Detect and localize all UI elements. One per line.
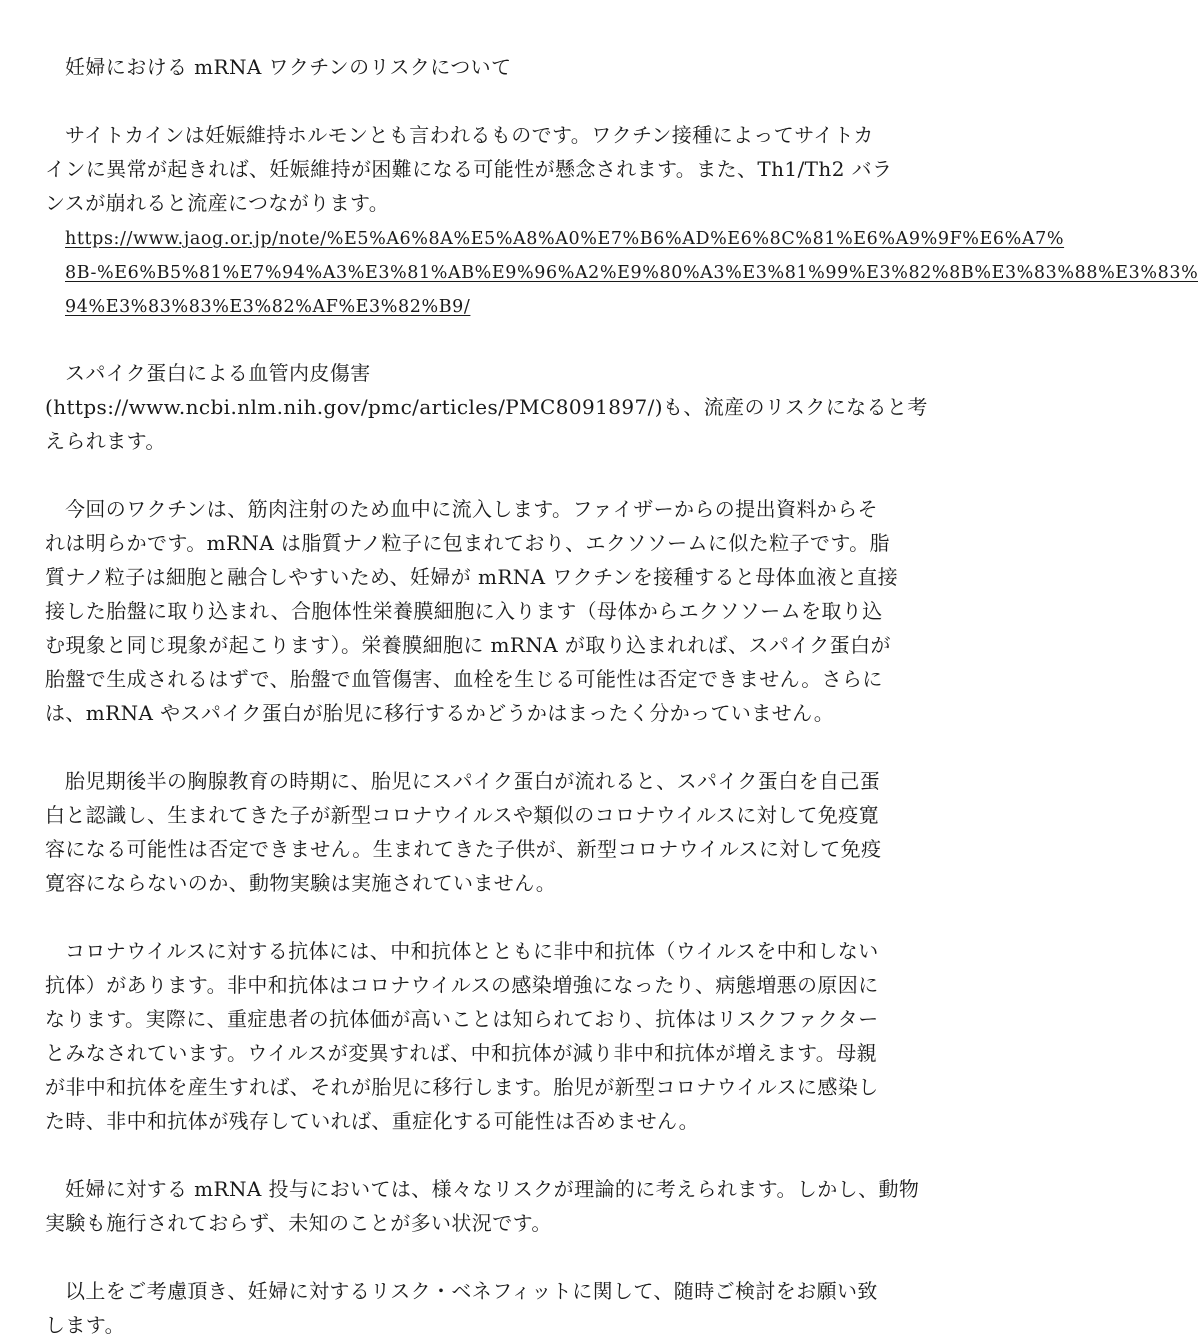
text-line: 寛容にならないのか、動物実験は実施されていません。 <box>45 871 557 895</box>
text-line: コロナウイルスに対する抗体には、中和抗体とともに非中和抗体（ウイルスを中和しない <box>65 939 879 963</box>
text-line: む現象と同じ現象が起こります）。栄養膜細胞に mRNA が取り込まれれば、スパイク蛋白が <box>45 633 891 657</box>
text-line: 白と認識し、生まれてきた子が新型コロナウイルスや類似のコロナウイルスに対して免疫寛 <box>45 803 879 827</box>
text-line: とみなされています。ウイルスが変異すれば、中和抗体が減り非中和抗体が増えます。母親 <box>45 1041 877 1065</box>
text-line: なります。実際に、重症患者の抗体価が高いことは知られており、抗体はリスクファクター <box>45 1007 879 1031</box>
text-line: 容になる可能性は否定できません。生まれてきた子供が、新型コロナウイルスに対して免疫 <box>45 837 882 861</box>
text-line: 胎盤で生成されるはずで、胎盤で血管傷害、血栓を生じる可能性は否定できません。さらに <box>45 667 883 691</box>
text-line: 質ナノ粒子は細胞と融合しやすいため、妊婦が mRNA ワクチンを接種すると母体血液と直接 <box>45 565 899 589</box>
text-line: 抗体）があります。非中和抗体はコロナウイルスの感染増強になったり、病態増悪の原因に <box>45 973 879 997</box>
text-line: (https://www.ncbi.nlm.nih.gov/pmc/articles/PMC8091897/)も、流産のリスクになると考 <box>45 395 928 419</box>
text-line: します。 <box>45 1313 125 1337</box>
paragraph-gap <box>45 458 835 492</box>
jaog-link[interactable] <box>45 220 1198 322</box>
paragraph-gap <box>45 84 835 118</box>
text-line: インに異常が起きれば、妊娠維持が困難になる可能性が懸念されます。また、Th1/Th2 バラ <box>45 157 893 181</box>
text-line: が非中和抗体を産生すれば、それが胎児に移行します。胎児が新型コロナウイルスに感染し <box>45 1075 879 1099</box>
paragraph-gap <box>45 322 835 356</box>
document-title: 妊婦における mRNA ワクチンのリスクについて <box>65 55 512 79</box>
text-line: 妊婦に対する mRNA 投与においては、様々なリスクが理論的に考えられます。しかし、動物 <box>65 1177 920 1201</box>
text-line: 胎児期後半の胸腺教育の時期に、胎児にスパイク蛋白が流れると、スパイク蛋白を自己蛋 <box>65 769 881 793</box>
paragraph-gap <box>45 1240 835 1274</box>
paragraph-summary <box>45 1172 920 1240</box>
text-line: サイトカインは妊娠維持ホルモンとも言われるものです。ワクチン接種によってサイトカ <box>65 123 874 147</box>
text-line: た時、非中和抗体が残存していれば、重症化する可能性は否めません。 <box>45 1109 699 1133</box>
link-line[interactable]: 8B-%E6%B5%81%E7%94%A3%E3%81%AB%E9%96%A2%E9%80%A3%E3%81%99%E3%82%8B%E3%83%88%E3%83% <box>65 263 1198 283</box>
text-line: 今回のワクチンは、筋肉注射のため血中に流入します。ファイザーからの提出資料からそ <box>65 497 878 521</box>
paragraph-spike-protein <box>45 356 928 458</box>
text-line: は、mRNA やスパイク蛋白が胎児に移行するかどうかはまったく分かっていません。 <box>45 701 835 725</box>
text-line: ンスが崩れると流産につながります。 <box>45 191 390 215</box>
document-page <box>45 50 1198 1342</box>
paragraph-gap <box>45 900 835 934</box>
paragraph-gap <box>45 730 835 764</box>
paragraph-antibodies <box>45 934 879 1138</box>
link-line[interactable]: 94%E3%83%83%E3%82%AF%E3%82%B9/ <box>65 297 471 317</box>
text-line: 以上をご考慮頂き、妊婦に対するリスク・ベネフィットに関して、随時ご検討をお願い致 <box>65 1279 878 1303</box>
paragraph-thymus <box>45 764 882 900</box>
paragraph-vaccine-placenta <box>45 492 899 730</box>
text-line: えられます。 <box>45 429 166 453</box>
paragraph-closing <box>45 1274 878 1342</box>
text-line: スパイク蛋白による血管内皮傷害 <box>65 361 371 385</box>
link-line[interactable]: https://www.jaog.or.jp/note/%E5%A6%8A%E5%A8%A0%E7%B6%AD%E6%8C%81%E6%A9%9F%E6%A7% <box>65 229 1065 249</box>
text-line: れは明らかです。mRNA は脂質ナノ粒子に包まれており、エクソソームに似た粒子です。脂 <box>45 531 890 555</box>
paragraph-cytokine <box>45 118 893 220</box>
paragraph-gap <box>45 1138 835 1172</box>
text-line: 接した胎盤に取り込まれ、合胞体性栄養膜細胞に入ります（母体からエクソソームを取り込 <box>45 599 883 623</box>
text-line: 実験も施行されておらず、未知のことが多い状況です。 <box>45 1211 552 1235</box>
